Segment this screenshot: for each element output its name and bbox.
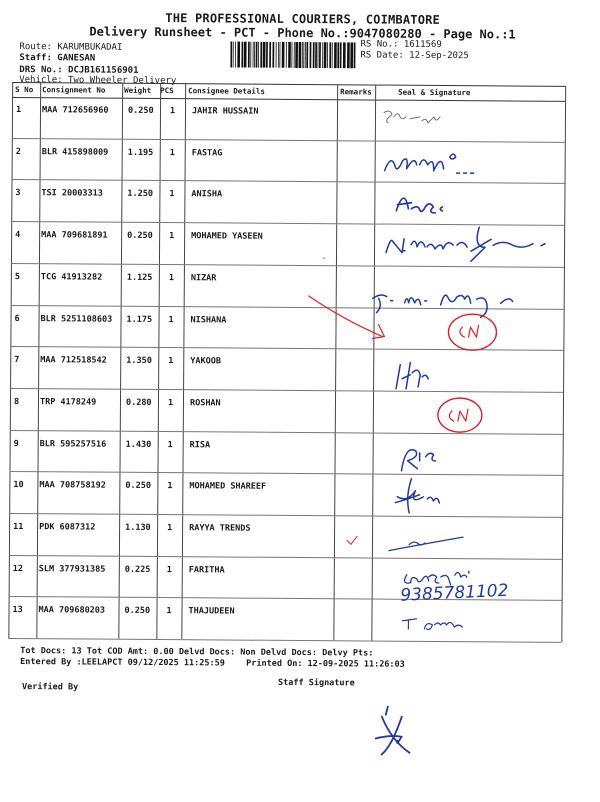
signature-row-1 [384,111,440,123]
row-weight: 1.175 [126,314,153,325]
row-sno: 8 [13,396,20,407]
row-consignment-no: PDK 6087312 [39,522,96,533]
signature-row-10 [395,479,439,513]
col-remarks: Remarks [340,87,372,97]
row-pcs: 1 [169,106,176,117]
row-consignee: ROSHAN [189,398,221,409]
route-label: Route: KARUMBUKADAI [19,42,123,53]
entered-by: Entered By :LEELAPCT 09/12/2025 11:25:59 [20,657,225,669]
row-pcs: 1 [167,523,173,534]
row-pcs: 1 [168,314,174,325]
cn-circle-row-8 [438,398,482,432]
company-title: THE PROFESSIONAL COURIERS, COIMBATORE [165,11,441,27]
row-sno: 6 [14,313,20,324]
runsheet-subtitle: Delivery Runsheet - PCT - Phone No.:9047080280 - Page No.:1 [89,24,516,42]
col-sno: S No [15,85,34,95]
row-consignee: YAKOOB [190,356,222,367]
row-sno: 3 [15,188,21,199]
row-pcs: 1 [169,231,175,242]
staff-label: Staff: GANESAN [19,53,96,64]
signature-row-4 [386,227,545,262]
vehicle-label: Vehicle: Two Wheeler Delivery [19,75,177,87]
staff-signature [376,707,410,755]
row-consignment-no: MAA 709681891 [41,230,108,241]
row-consignee: JAHIR HUSSAIN [191,106,259,117]
row-weight: 1.250 [127,189,154,200]
row-pcs: 1 [167,481,173,492]
signature-row-13 [402,619,462,630]
row-sno: 1 [15,105,22,116]
printed-on: Printed On: 12-09-2025 11:26:03 [246,658,405,670]
col-pcs: PCS [160,86,174,96]
row-pcs: 1 [167,439,173,450]
row-pcs: 1 [168,356,174,367]
row-weight: 0.280 [125,397,152,408]
row-consignment-no: BLR 5251108603 [40,313,113,325]
row-pcs: 1 [169,189,175,200]
handwritten-number-row-12: 9385781102 [399,580,509,606]
signature-row-7 [396,363,428,389]
row-weight: 0.250 [124,606,151,617]
row-consignment-no: MAA 712518542 [40,355,107,366]
row-sno: 11 [13,522,24,533]
row-sno: 9 [13,438,19,449]
row-consignment-no: MAA 709680203 [38,605,106,617]
row-consignment-no: MAA 708758192 [39,480,106,491]
row-sno: 4 [15,230,21,241]
checkmark-row-11 [347,536,357,544]
row-consignment-no: TSI 20003313 [41,188,103,200]
row-consignment-no: BLR 415898009 [41,146,109,158]
row-weight: 0.250 [127,230,153,242]
row-weight: 0.250 [125,481,152,492]
signature-row-5 [373,295,513,318]
row-pcs: 1 [168,272,175,283]
row-weight: 1.125 [126,272,153,283]
cn-circle-row-6 [448,314,496,350]
row-consignment-no: MAA 712656960 [41,105,109,116]
row-sno: 2 [15,146,21,157]
row-consignee: FARITHA [188,564,225,576]
totals-line: Tot Docs: 13 Tot COD Amt: 0.00 Delvd Docs: Non Delvd Docs: Delvy Pts: [20,646,374,659]
row-pcs: 1 [167,397,174,409]
row-pcs: 1 [169,147,175,158]
row-consignment-no: BLR 595257516 [39,438,107,450]
row-weight: 0.250 [127,105,154,116]
row-consignee: MOHAMED YASEEN [191,231,263,242]
row-consignee: ANISHA [191,189,223,200]
row-sno: 13 [12,605,23,616]
red-arrow [308,296,384,339]
row-consignee: FASTAG [191,147,223,159]
signature-row-11 [389,537,463,552]
row-consignee: RISA [189,439,211,450]
col-consignee: Consignee Details [188,86,265,96]
signature-row-3 [396,198,442,213]
row-sno: 7 [14,355,20,366]
col-weight: Weight [124,85,152,95]
rs-date: RS Date: 12-Sep-2025 [360,50,469,62]
staff-signature-label: Staff Signature [277,677,355,689]
row-sno: 10 [13,480,24,491]
row-consignment-no: TRP 4178249 [39,397,97,408]
row-pcs: 1 [166,564,172,575]
col-seal: Seal & Signature [398,87,471,98]
row-consignee: NIZAR [190,273,217,284]
row-weight: 1.350 [126,355,152,367]
row-weight: 1.430 [125,439,152,450]
row-consignee: NISHANA [190,314,227,325]
row-weight: 0.225 [124,564,151,575]
signature-row-9 [402,450,436,471]
row-consignee: THAJUDEEN [188,606,235,617]
verified-by-label: Verified By [21,682,79,693]
row-consignment-no: TCG 41913282 [40,271,103,283]
signature-row-2 [385,154,474,174]
row-consignee: RAYYA TRENDS [189,523,251,534]
row-sno: 12 [12,563,24,574]
rs-number: RS No.: 1611569 [360,39,442,50]
row-weight: 1.195 [127,147,154,158]
drs-number: DRS No.: DCJB161156901 [19,65,139,76]
row-consignee: MOHAMED SHAREEF [189,481,267,493]
row-weight: 1.130 [125,522,151,533]
row-pcs: 1 [166,606,172,617]
row-consignment-no: SLM 377931385 [38,563,106,575]
row-sno: 5 [14,271,21,282]
col-consignment: Consignment No [42,85,106,95]
